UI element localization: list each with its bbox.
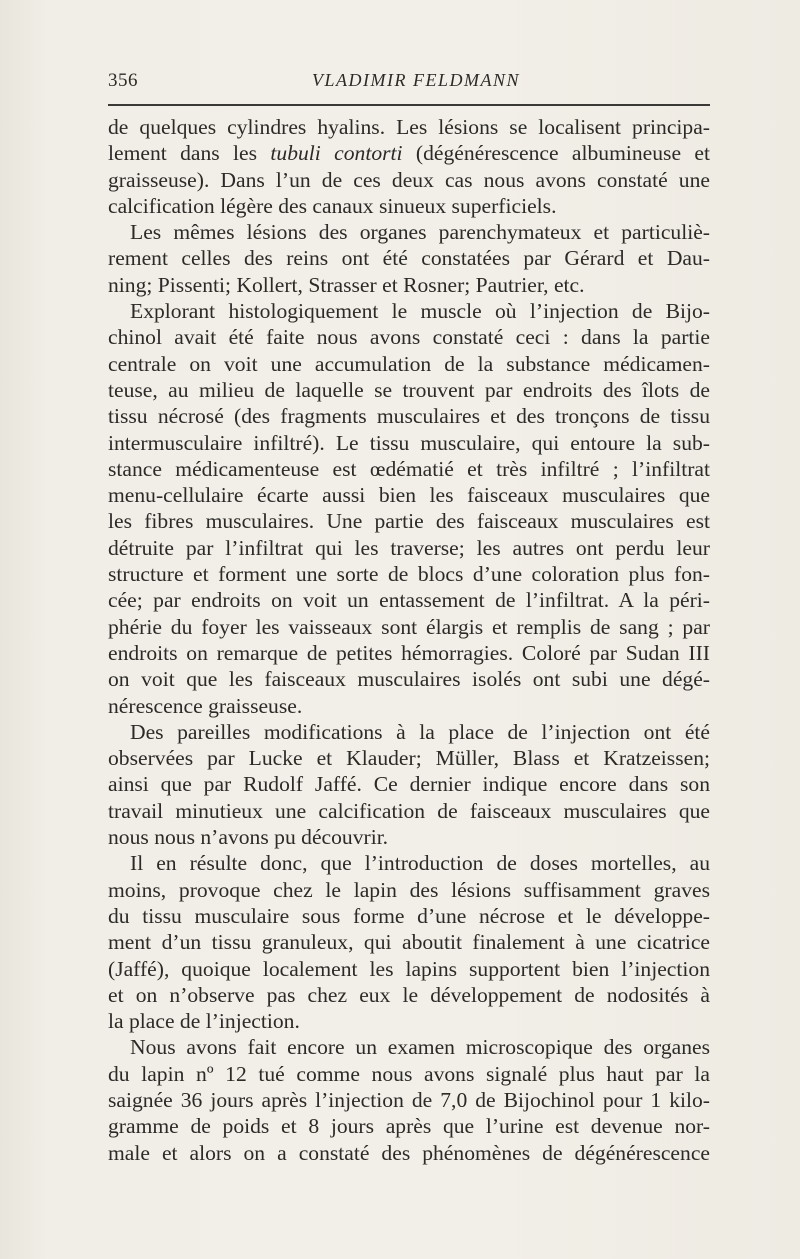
text-line: tissu nécrosé (des fragments musculaires et des tronçons de tissu — [108, 404, 710, 429]
text-line: cée; par endroits on voit un entassement de l’infiltrat. A la péri- — [108, 588, 710, 613]
text-line: Nous avons fait encore un examen microscopique des organes — [130, 1035, 710, 1060]
text-line: menu-cellulaire écarte aussi bien les faisceaux musculaires que — [108, 483, 710, 508]
text-line: les fibres musculaires. Une partie des faisceaux musculaires est — [108, 509, 710, 534]
page-header — [108, 70, 710, 98]
text-line: de quelques cylindres hyalins. Les lésions se localisent principa- — [108, 115, 710, 139]
text-line: observées par Lucke et Klauder; Müller, Blass et Kratzeissen; — [108, 746, 710, 771]
text-line: teuse, au milieu de laquelle se trouvent par endroits des îlots de — [108, 377, 710, 402]
italic-phrase: tubuli contorti — [270, 141, 403, 166]
text-line: ainsi que par Rudolf Jaffé. Ce dernier indique encore dans son — [108, 772, 710, 797]
text-line: du lapin nº 12 tué comme nous avons signalé plus haut par la — [108, 1061, 710, 1086]
text-line: intermusculaire infiltré). Le tissu musculaire, qui entoure la sub- — [108, 430, 710, 455]
text-line: travail minutieux une calcification de faisceaux musculaires que — [108, 798, 710, 823]
text-line: stance médicamenteuse est œdématié et très infiltré ; l’infiltrat — [108, 456, 710, 481]
text-line: moins, provoque chez le lapin des lésions suffisamment graves — [108, 877, 710, 902]
text-line: nous nous n’avons pu découvrir. — [108, 825, 389, 850]
text-line: détruite par l’infiltrat qui les traverse; les autres ont perdu leur — [108, 535, 710, 560]
body-text — [108, 114, 710, 1166]
text-line: centrale on voit une accumulation de la substance médicamen- — [108, 351, 710, 376]
header-rule — [108, 104, 710, 106]
text-line: graisseuse). Dans l’un de ces deux cas nous avons constaté une — [108, 167, 710, 192]
text-line: Les mêmes lésions des organes parenchymateux et particuliè- — [130, 220, 710, 245]
text-line: la place de l’injection. — [108, 1009, 300, 1034]
text-line: phérie du foyer les vaisseaux sont élargis et remplis de sang ; par — [108, 614, 710, 639]
text-line: et on n’observe pas chez eux le développement de nodosités à — [108, 982, 710, 1007]
text-line: lement dans les tubuli contorti (dégénérescence albumineuse et — [108, 141, 710, 166]
text-line: saignée 36 jours après l’injection de 7,0 de Bijochinol pour 1 kilo- — [108, 1087, 710, 1112]
text-line: du tissu musculaire sous forme d’une nécrose et le développe- — [108, 903, 710, 928]
text-line: male et alors on a constaté des phénomènes de dégénérescence — [108, 1140, 710, 1165]
text-line: ning; Pissenti; Kollert, Strasser et Rosner; Pautrier, etc. — [108, 272, 585, 297]
text-line: chinol avait été faite nous avons constaté ceci : dans la partie — [108, 325, 710, 350]
running-head: VLADIMIR FELDMANN — [312, 70, 520, 90]
text-line: ment d’un tissu granuleux, qui aboutit finalement à une cicatrice — [108, 930, 710, 955]
text-line: calcification légère des canaux sinueux superficiels. — [108, 193, 557, 218]
text-line: Des pareilles modifications à la place de l’injection ont été — [130, 719, 710, 744]
text-line: Explorant histologiquement le muscle où l’injection de Bijo- — [130, 299, 710, 324]
text-line: nérescence graisseuse. — [108, 693, 303, 718]
text-line: (Jaffé), quoique localement les lapins supportent bien l’injection — [108, 956, 710, 981]
text-line: Il en résulte donc, que l’introduction de doses mortelles, au — [130, 851, 710, 876]
page-number: 356 — [108, 70, 138, 91]
text-line: gramme de poids et 8 jours après que l’urine est devenue nor- — [108, 1114, 710, 1139]
text-line: structure et forment une sorte de blocs d’une coloration plus fon- — [108, 562, 710, 587]
text-line: rement celles des reins ont été constatées par Gérard et Dau- — [108, 246, 710, 271]
text-line: on voit que les faisceaux musculaires isolés ont subi une dégé- — [108, 667, 710, 692]
text-line: endroits on remarque de petites hémorragies. Coloré par Sudan III — [108, 640, 710, 665]
